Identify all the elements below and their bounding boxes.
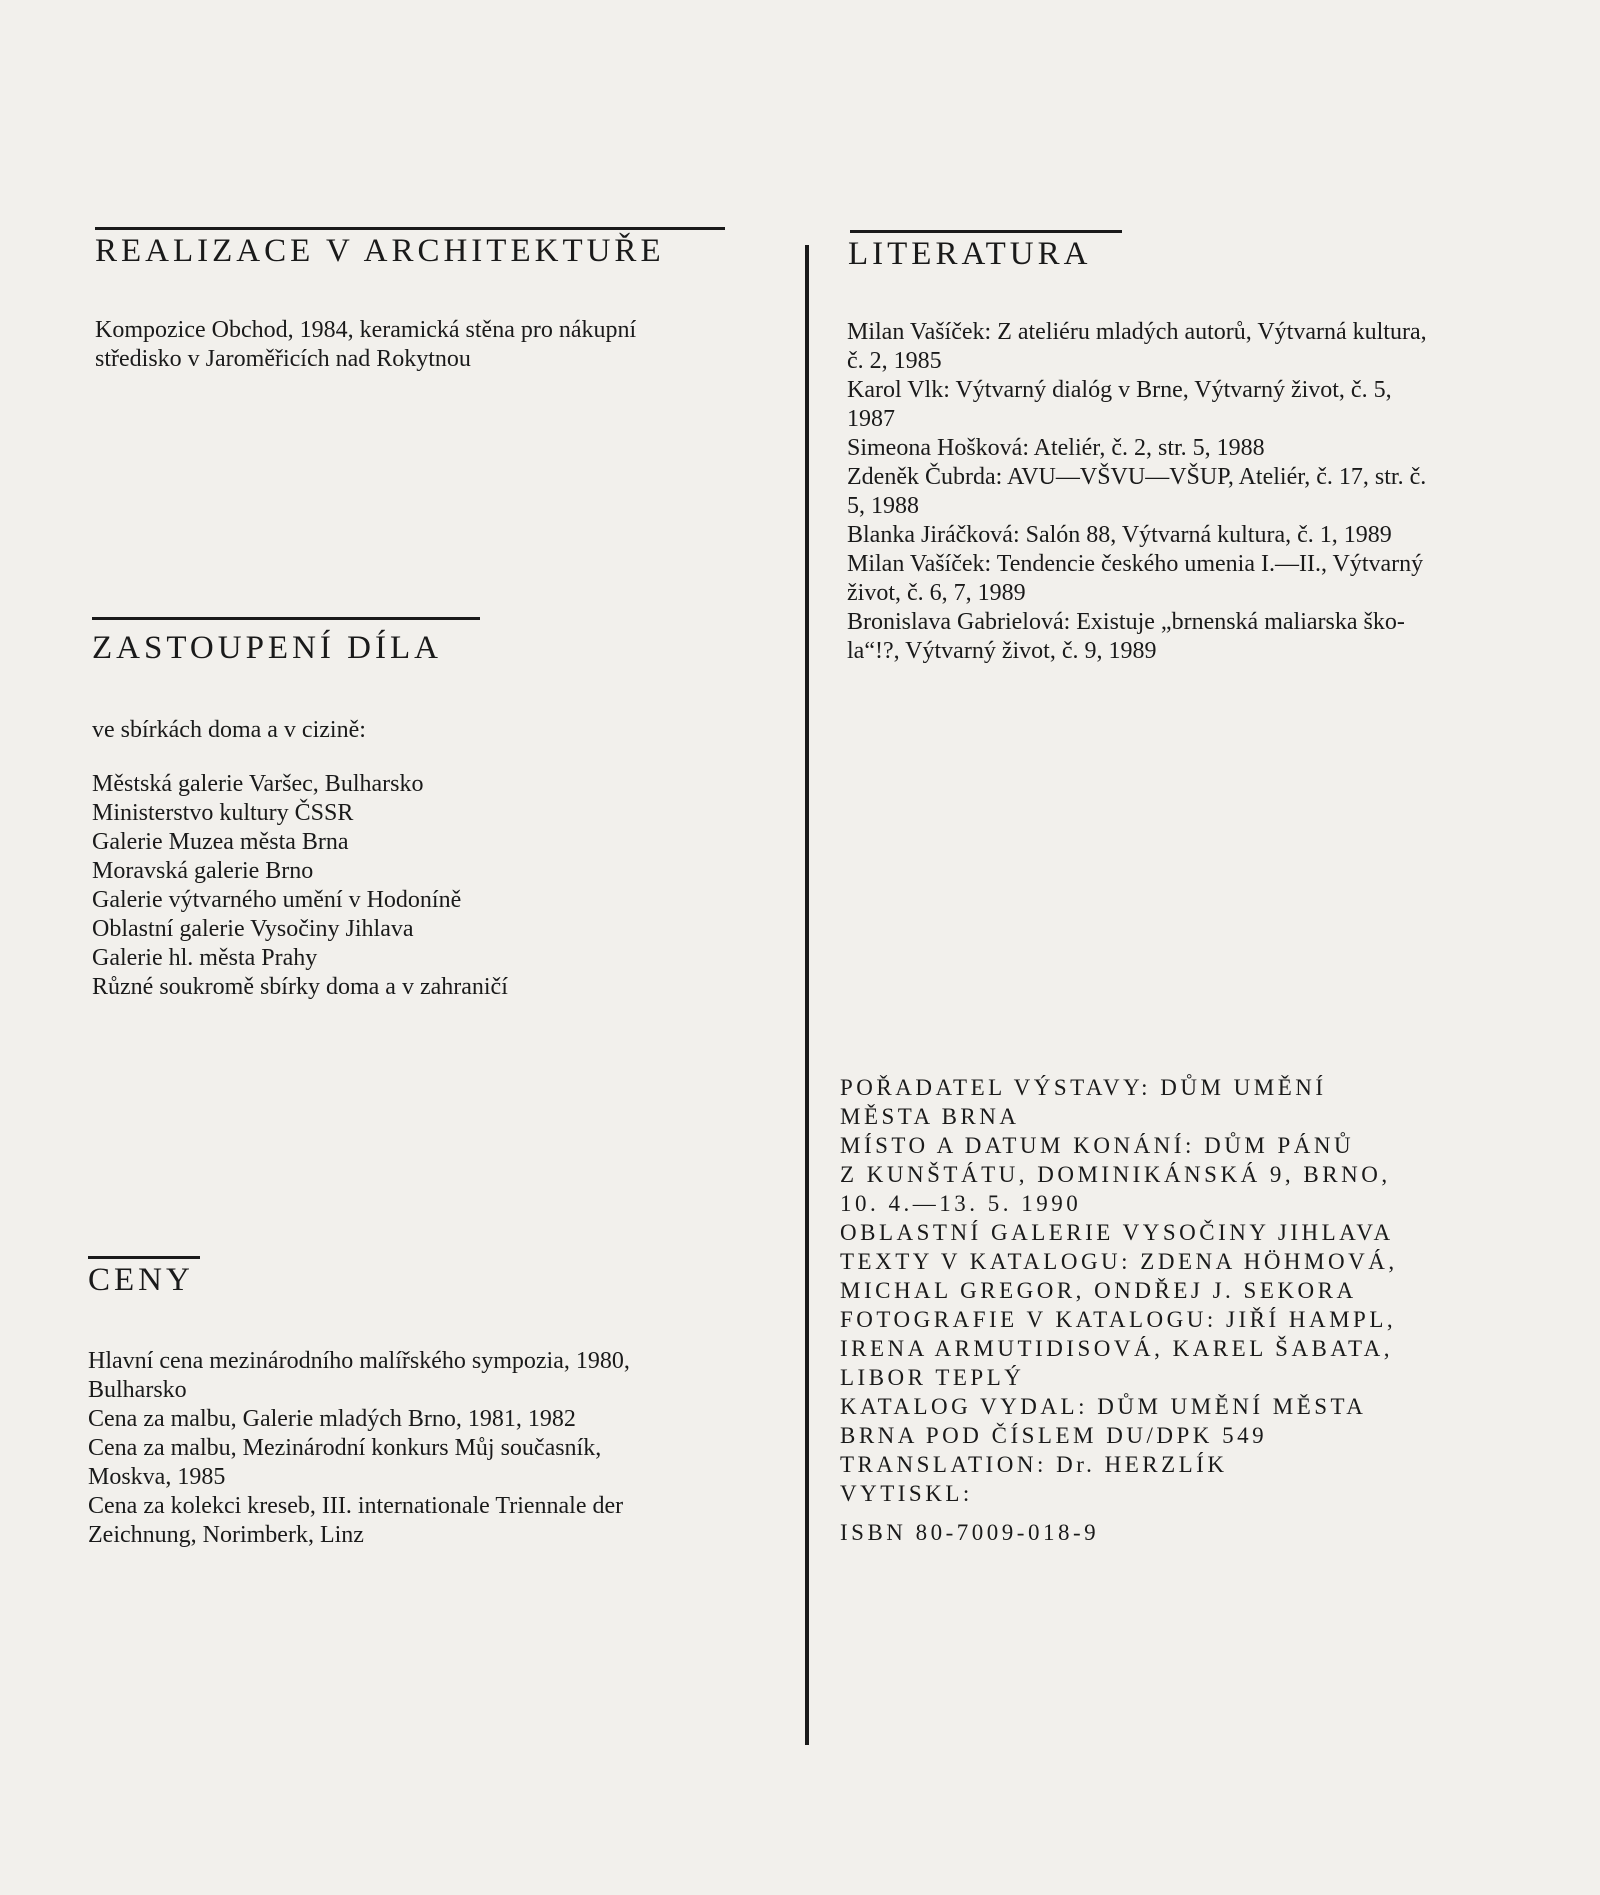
realizace-line: středisko v Jaroměřicích nad Rokytnou — [95, 346, 471, 372]
zastoupeni-rule — [92, 617, 480, 620]
literatura-line: Simeona Hošková: Ateliér, č. 2, str. 5, 1988 — [847, 435, 1265, 461]
imprint-line: 10. 4.—13. 5. 1990 — [840, 1191, 1082, 1216]
literatura-line: la“!?, Výtvarný život, č. 9, 1989 — [847, 638, 1157, 664]
literatura-line: Milan Vašíček: Tendencie českého umenia I.—II., Výtvarný — [847, 551, 1424, 577]
imprint-line: TRANSLATION: Dr. HERZLÍK — [840, 1452, 1228, 1477]
ceny-line: Cena za malbu, Galerie mladých Brno, 1981, 1982 — [88, 1406, 576, 1432]
list-item: Ministerstvo kultury ČSSR — [92, 800, 354, 826]
imprint-line: LIBOR TEPLÝ — [840, 1365, 1025, 1390]
imprint-line: VYTISKL: — [840, 1481, 973, 1506]
literatura-line: Milan Vašíček: Z ateliéru mladých autorů, Výtvarná kultura, — [847, 319, 1427, 345]
ceny-line: Cena za kolekci kreseb, III. internationale Triennale der — [88, 1493, 624, 1519]
list-item: Moravská galerie Brno — [92, 858, 314, 884]
realizace-text — [95, 316, 636, 374]
ceny-line: Hlavní cena mezinárodního malířského sympozia, 1980, — [88, 1348, 630, 1374]
zastoupeni-list — [92, 770, 508, 1002]
ceny-line: Zeichnung, Norimberk, Linz — [88, 1522, 364, 1548]
ceny-heading: CENY — [88, 1262, 194, 1298]
zastoupeni-intro: ve sbírkách doma a v cizině: — [92, 717, 366, 743]
list-item: Městská galerie Varšec, Bulharsko — [92, 771, 424, 797]
imprint-line: OBLASTNÍ GALERIE VYSOČINY JIHLAVA — [840, 1220, 1394, 1245]
literatura-line: Karol Vlk: Výtvarný dialóg v Brne, Výtvarný život, č. 5, — [847, 377, 1392, 403]
ceny-line: Moskva, 1985 — [88, 1464, 226, 1490]
literatura-line: 1987 — [847, 406, 895, 432]
literatura-line: Zdeněk Čubrda: AVU—VŠVU—VŠUP, Ateliér, č. 17, str. č. — [847, 464, 1427, 490]
literatura-rule — [850, 230, 1122, 233]
imprint-line: IRENA ARMUTIDISOVÁ, KAREL ŠABATA, — [840, 1336, 1394, 1361]
literatura-line: život, č. 6, 7, 1989 — [847, 580, 1026, 606]
list-item: Galerie hl. města Prahy — [92, 945, 318, 971]
literatura-line: Blanka Jiráčková: Salón 88, Výtvarná kultura, č. 1, 1989 — [847, 522, 1392, 548]
literatura-text — [847, 318, 1427, 666]
list-item: Různé soukromě sbírky doma a v zahraničí — [92, 974, 508, 1000]
ceny-line: Bulharsko — [88, 1377, 187, 1403]
imprint-line: POŘADATEL VÝSTAVY: DŮM UMĚNÍ — [840, 1075, 1327, 1100]
list-item: Galerie výtvarného umění v Hodoníně — [92, 887, 462, 913]
zastoupeni-heading: ZASTOUPENÍ DÍLA — [92, 630, 442, 666]
imprint-line: KATALOG VYDAL: DŮM UMĚNÍ MĚSTA — [840, 1394, 1367, 1419]
literatura-line: 5, 1988 — [847, 493, 919, 519]
imprint-line: MICHAL GREGOR, ONDŘEJ J. SEKORA — [840, 1278, 1357, 1303]
realizace-heading: REALIZACE V ARCHITEKTUŘE — [95, 233, 665, 269]
ceny-rule — [88, 1256, 200, 1259]
literatura-heading: LITERATURA — [848, 236, 1092, 272]
imprint-line: FOTOGRAFIE V KATALOGU: JIŘÍ HAMPL, — [840, 1307, 1397, 1332]
imprint-line: Z KUNŠTÁTU, DOMINIKÁNSKÁ 9, BRNO, — [840, 1162, 1391, 1187]
imprint-line: TEXTY V KATALOGU: ZDENA HÖHMOVÁ, — [840, 1249, 1398, 1274]
imprint-line: MÍSTO A DATUM KONÁNÍ: DŮM PÁNŮ — [840, 1133, 1355, 1158]
column-divider — [805, 245, 809, 1745]
list-item: Oblastní galerie Vysočiny Jihlava — [92, 916, 414, 942]
ceny-line: Cena za malbu, Mezinárodní konkurs Můj současník, — [88, 1435, 602, 1461]
imprint-block — [840, 1073, 1398, 1508]
list-item: Galerie Muzea města Brna — [92, 829, 349, 855]
literatura-line: č. 2, 1985 — [847, 348, 942, 374]
realizace-rule — [95, 227, 725, 230]
realizace-line: Kompozice Obchod, 1984, keramická stěna pro nákupní — [95, 317, 637, 343]
imprint-line: MĚSTA BRNA — [840, 1104, 1020, 1129]
imprint-line: BRNA POD ČÍSLEM DU/DPK 549 — [840, 1423, 1268, 1448]
literatura-line: Bronislava Gabrielová: Existuje „brnenská maliarska ško- — [847, 609, 1405, 635]
isbn: ISBN 80-7009-018-9 — [840, 1520, 1100, 1545]
ceny-text — [88, 1347, 630, 1550]
